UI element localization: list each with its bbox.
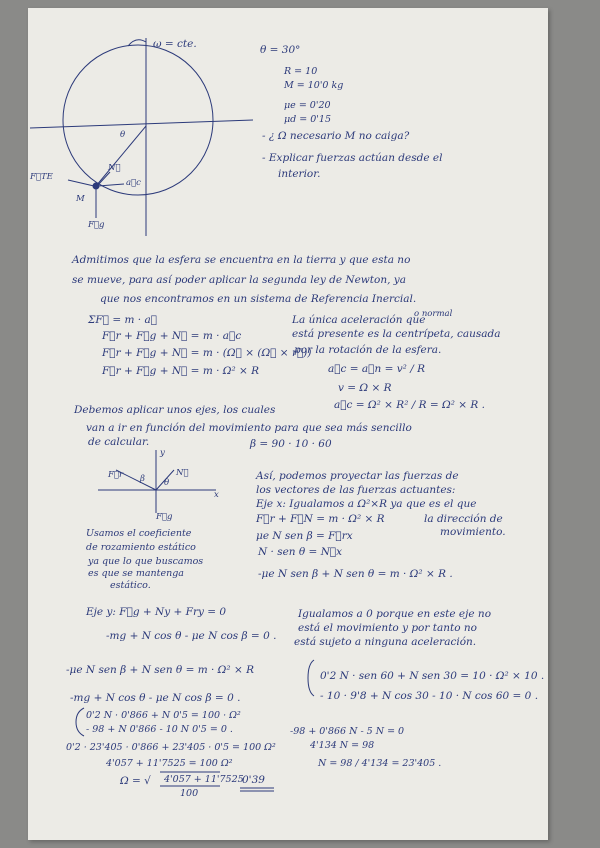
system-brace-2 — [76, 708, 84, 736]
paragraph-2-line-3: de calcular. — [88, 436, 150, 448]
paragraph-2-line-2: van a ir en función del movimiento para que sea más sencillo — [86, 422, 412, 434]
left-note-2: de rozamiento estático — [86, 542, 196, 553]
solve-left-2: - 98 + N 0'866 - 10 N 0'5 = 0 . — [86, 724, 233, 735]
question-2: - Explicar fuerzas actúan desde el — [262, 152, 443, 164]
paragraph-1-line-1: Admitimos que la esfera se encuentra en la tierra y que esta no — [72, 254, 411, 266]
paper-sheet — [28, 8, 548, 840]
n-label: N⃗ — [108, 163, 121, 173]
given-mud: μd = 0'15 — [284, 114, 331, 125]
x-eq-1: μe N sen β = F⃗rx — [256, 530, 353, 542]
system-right-1: 0'2 N · sen 60 + N sen 30 = 10 · Ω² × 10 . — [320, 670, 545, 682]
ft-arrow — [68, 180, 94, 186]
final-numerator: 4'057 + 11'7525 — [164, 774, 244, 785]
solve-right-2: 4'134 N = 98 — [310, 740, 375, 751]
x-eq-3: -μe N sen β + N sen θ = m · Ω² × R . — [258, 568, 453, 580]
paragraph-2-line-1: Debemos aplicar unos ejes, los cuales — [74, 404, 276, 416]
solve-right-3: N = 98 / 4'134 = 23'405 . — [318, 758, 442, 769]
n-arrow — [98, 172, 110, 185]
axis-y-label: y — [160, 448, 165, 458]
eq-forces-2: F⃗r + F⃗g + N⃗ = m · (Ω⃗ × (Ω⃗ × r⃗)) — [102, 347, 312, 359]
x-eq-2: N · sen θ = N⃗x — [258, 546, 343, 558]
left-note-4: es que se mantenga — [88, 568, 184, 579]
theta-label: θ — [120, 130, 126, 140]
accel-eq-3: a⃗c = Ω² × R² / R = Ω² × R . — [334, 399, 485, 411]
left-note-5: estático. — [110, 580, 151, 591]
system-left-1: -μe N sen β + N sen θ = m · Ω² × R — [66, 664, 254, 676]
final-result: 0'39 — [242, 774, 265, 786]
eq-forces-3: F⃗r + F⃗g + N⃗ = m · Ω² × R — [102, 365, 260, 377]
given-r: R = 10 — [284, 66, 318, 77]
axis-fg-label: F⃗g — [156, 512, 173, 522]
ac-label: a⃗c — [126, 178, 141, 188]
right-note-sup: o normal — [414, 309, 453, 319]
beta-line: β = 90 · 10 · 60 — [250, 438, 332, 450]
axis-fr-label: F⃗r — [108, 470, 124, 480]
eje-x-4: movimiento. — [440, 526, 506, 538]
given-theta: θ = 30° — [260, 44, 301, 56]
eje-y-note-1: Igualamos a 0 porque en este eje no — [298, 608, 492, 620]
paragraph-1-line-2: se mueve, para así poder aplicar la segunda ley de Newton, ya — [72, 274, 406, 286]
projection-2: los vectores de las fuerzas actuantes: — [256, 484, 456, 496]
ft-label: F⃗TE — [30, 172, 53, 182]
ac-arrow — [98, 184, 124, 186]
eq-newton: ΣF⃗ = m · a⃗ — [88, 314, 158, 326]
left-note-1: Usamos el coeficiente — [86, 528, 192, 539]
left-note-3: ya que lo que buscamos — [88, 556, 204, 567]
solve-left-3: 0'2 · 23'405 · 0'866 + 23'405 · 0'5 = 100 Ω² — [66, 742, 276, 753]
solve-left-4: 4'057 + 11'7525 = 100 Ω² — [106, 758, 233, 769]
y-eq: -mg + N cos θ - μe N cos β = 0 . — [106, 630, 277, 642]
mass-dot — [93, 183, 99, 189]
axis-n-label: N⃗ — [176, 468, 189, 478]
system-left-2: -mg + N cos θ - μe N cos β = 0 . — [70, 692, 241, 704]
eje-y-note-2: está el movimiento y por tanto no — [298, 622, 477, 634]
eje-x-3: la dirección de — [424, 513, 503, 525]
eje-y-note-3: está sujeto a ninguna aceleración. — [294, 636, 477, 648]
eje-y: Eje y: F⃗g + Ny + Fry = 0 — [86, 606, 227, 618]
right-note-2: está presente es la centrípeta, causada — [292, 328, 501, 340]
fg-label: F⃗g — [88, 220, 105, 230]
question-2b: interior. — [278, 168, 321, 180]
paragraph-1-line-3: que nos encontramos en un sistema de Referencia Inercial. — [100, 293, 417, 305]
final-denominator: 100 — [180, 788, 199, 799]
right-note-3: por la rotación de la esfera. — [294, 344, 442, 356]
m-label: M — [76, 194, 85, 204]
accel-eq-1: a⃗c = a⃗n = v² / R — [328, 363, 425, 375]
right-note-1: La única aceleración que — [292, 314, 426, 326]
axis-beta-label: β — [140, 474, 145, 484]
final-lhs: Ω = √ — [120, 775, 151, 787]
eje-x-2: F⃗r + F⃗N = m · Ω² × R — [256, 513, 385, 525]
projection-1: Así, podemos proyectar las fuerzas de — [256, 470, 459, 482]
question-1: - ¿ Ω necesario M no caiga? — [262, 130, 410, 142]
axis-theta-label: θ — [164, 478, 170, 488]
accel-eq-2: v = Ω × R — [338, 382, 392, 394]
given-m: M = 10'0 kg — [284, 80, 344, 91]
axis-x-label: x — [214, 490, 219, 500]
given-mue: μe = 0'20 — [284, 100, 331, 111]
solve-right-1: -98 + 0'866 N - 5 N = 0 — [290, 726, 405, 737]
system-brace — [308, 660, 314, 696]
system-right-2: - 10 · 9'8 + N cos 30 - 10 · N cos 60 = 0 . — [320, 690, 539, 702]
solve-left-1: 0'2 N · 0'866 + N 0'5 = 100 · Ω² — [86, 710, 241, 721]
eje-x-1: Eje x: Igualamos a Ω²×R ya que es el que — [256, 498, 477, 510]
eq-forces-1: F⃗r + F⃗g + N⃗ = m · a⃗c — [102, 330, 242, 342]
omega-label: ω = cte. — [153, 38, 197, 50]
sphere-circle — [63, 45, 213, 195]
